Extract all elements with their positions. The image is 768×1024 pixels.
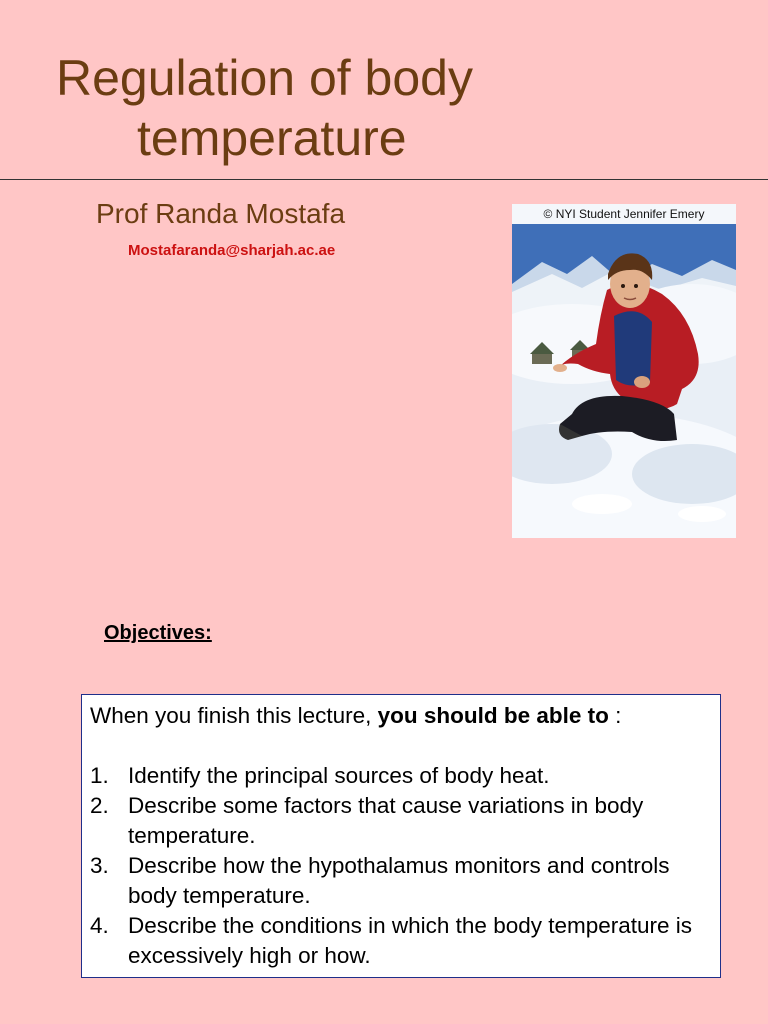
photo-credit: © NYI Student Jennifer Emery bbox=[512, 204, 736, 224]
snow-child-photo bbox=[512, 204, 736, 538]
author-name: Prof Randa Mostafa bbox=[96, 198, 346, 229]
objectives-list bbox=[90, 761, 712, 971]
objective-item bbox=[90, 851, 712, 911]
slide-title bbox=[0, 48, 600, 168]
intro-text: When you finish this lecture, bbox=[90, 703, 378, 728]
objective-text: Describe the conditions in which the body temperature is excessively high or how. bbox=[128, 913, 693, 968]
objective-text: Describe how the hypothalamus monitors and controls body temperature. bbox=[128, 853, 670, 908]
objective-item bbox=[90, 791, 712, 851]
objective-number: 3. bbox=[90, 853, 109, 878]
objective-number: 2. bbox=[90, 793, 109, 818]
title-divider bbox=[0, 179, 768, 180]
photo-illustration bbox=[512, 204, 736, 538]
intro-end: : bbox=[608, 703, 622, 728]
objective-number: 4. bbox=[90, 913, 109, 938]
objective-text: Identify the principal sources of body heat. bbox=[128, 763, 550, 788]
slide-title-line-2: temperature bbox=[137, 110, 407, 166]
author-email: Mostafaranda@sharjah.ac.ae bbox=[128, 242, 336, 259]
objective-number: 1. bbox=[90, 763, 109, 788]
objective-text: Describe some factors that cause variations in body temperature. bbox=[128, 793, 644, 848]
objectives-box bbox=[81, 694, 721, 978]
objective-item bbox=[90, 761, 712, 791]
objective-item bbox=[90, 911, 712, 971]
intro-bold: you should be able to bbox=[377, 703, 609, 728]
objectives-intro bbox=[90, 701, 712, 731]
slide-title-line-1: Regulation of body bbox=[56, 50, 473, 106]
objectives-heading: Objectives: bbox=[104, 622, 212, 644]
